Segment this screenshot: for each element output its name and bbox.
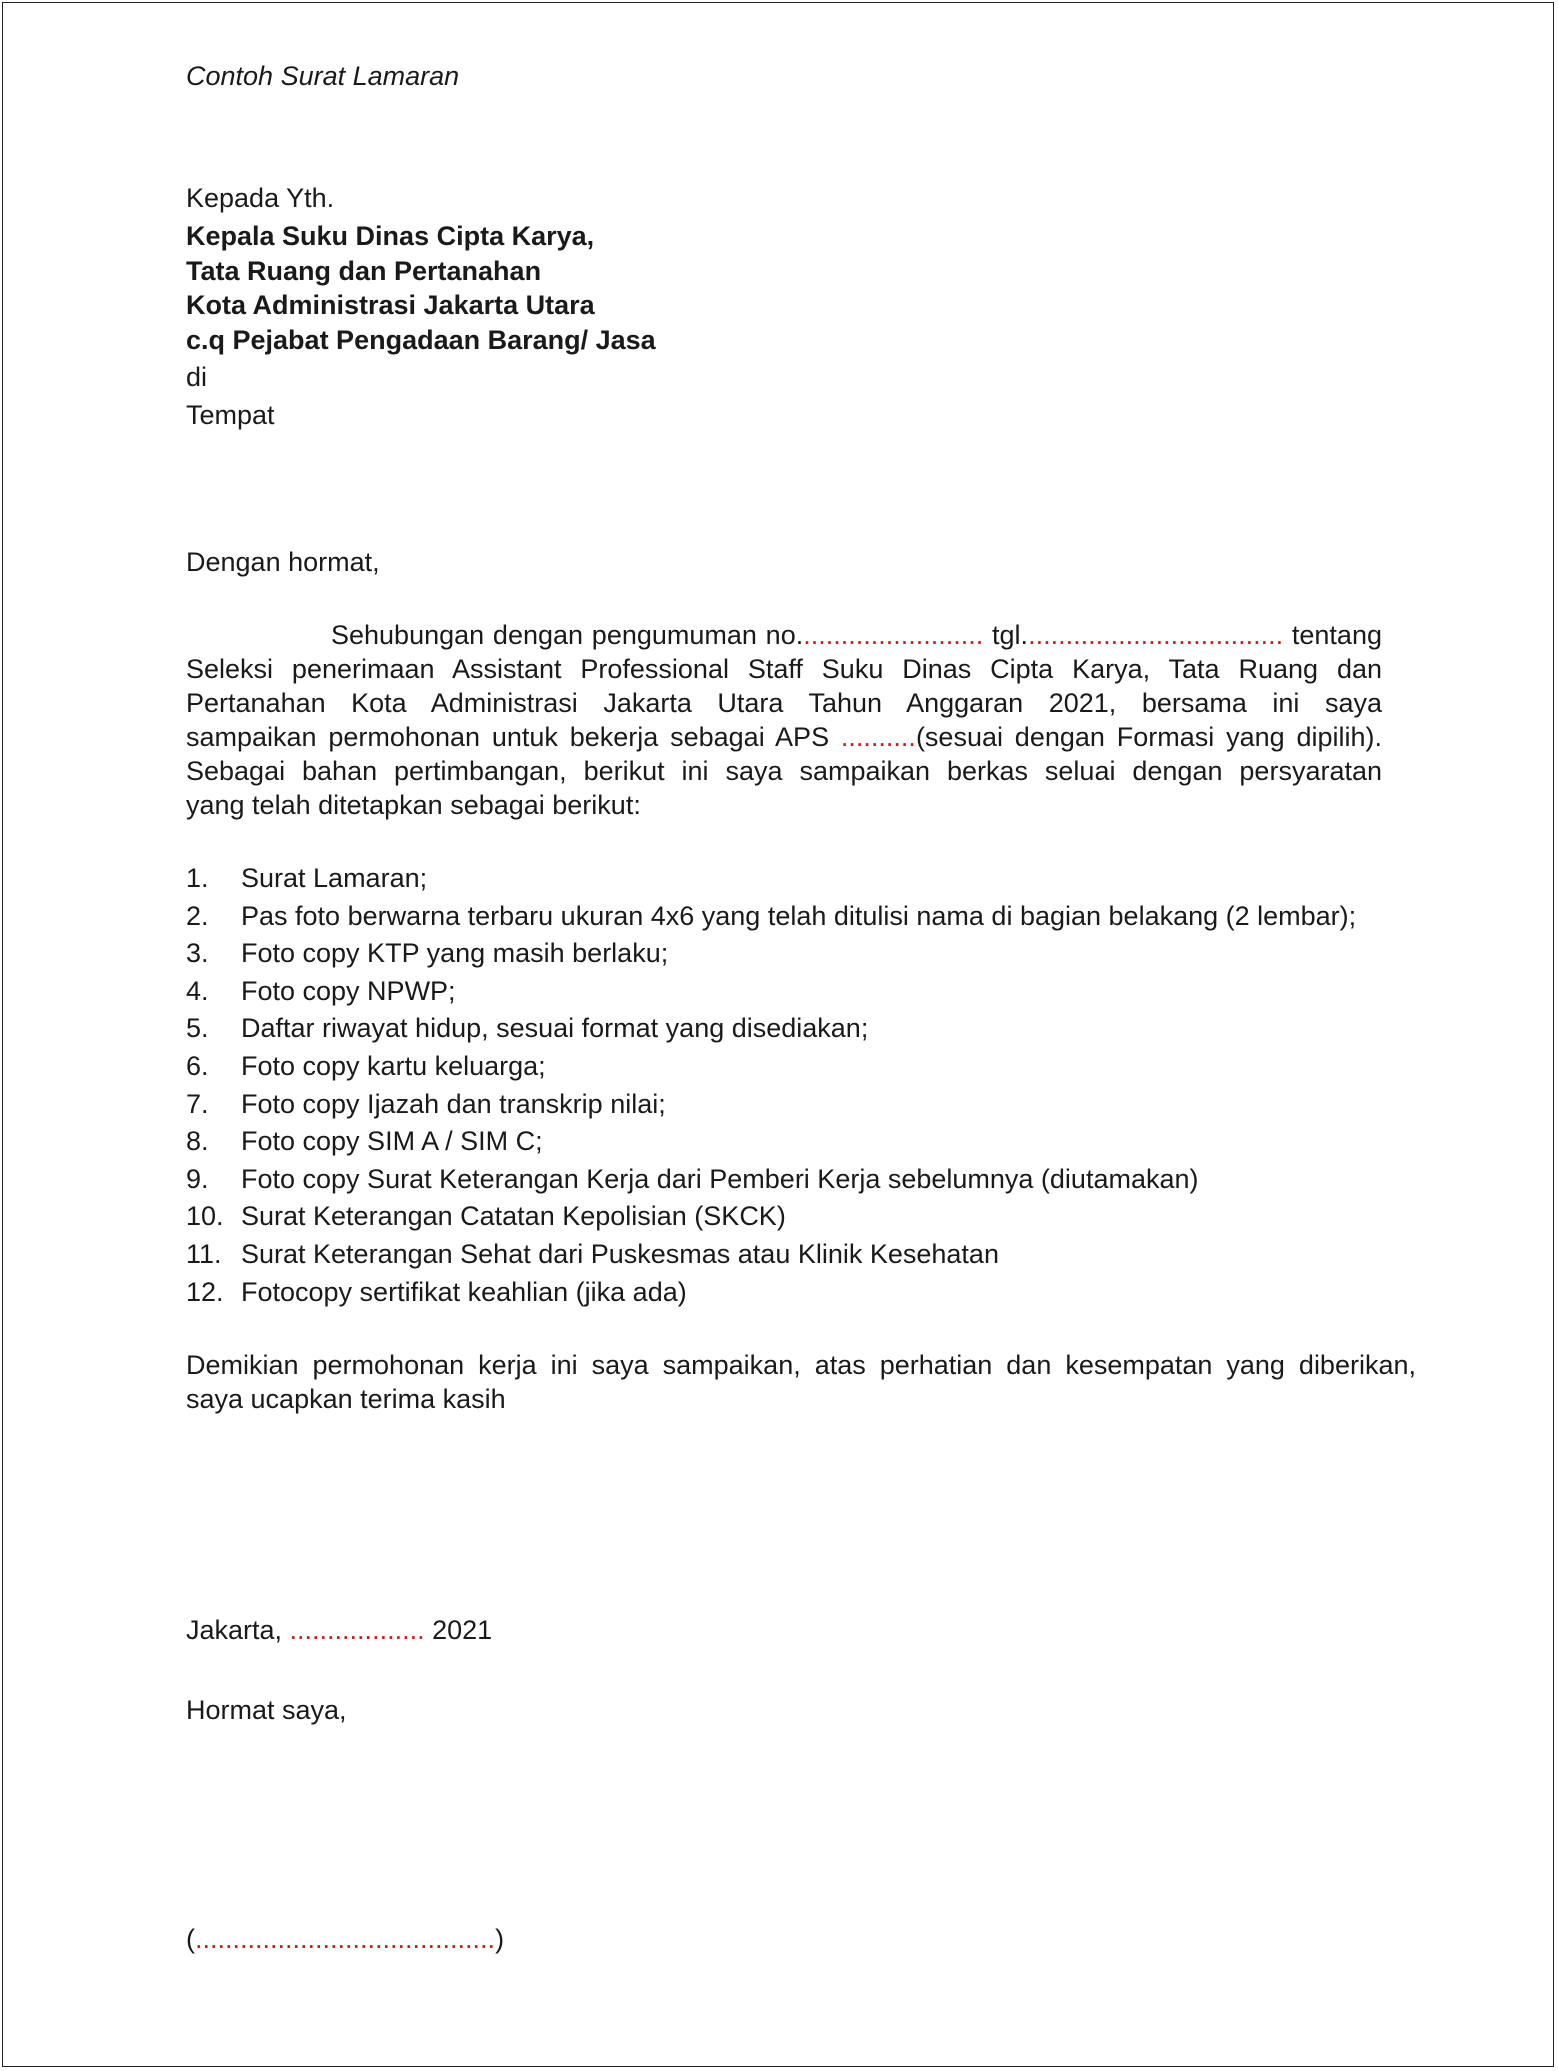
regards: Hormat saya, <box>186 1695 347 1725</box>
list-item: 3. Foto copy KTP yang masih berlaku; <box>186 938 669 969</box>
blank-date: .................. <box>289 1615 425 1645</box>
body-line-4: sampaikan permohonan untuk bekerja sebagai APS ..........(sesuai dengan Formasi yang dipilih). <box>186 722 1382 752</box>
document-title: Contoh Surat Lamaran <box>186 61 460 91</box>
list-item: 12. Fotocopy sertifikat keahlian (jika ada) <box>186 1276 687 1307</box>
closing-paragraph <box>186 1348 1416 1416</box>
body-paragraph <box>186 618 1382 822</box>
list-item: 9. Foto copy Surat Keterangan Kerja dari Pemberi Kerja sebelumnya (diutamakan) <box>186 1163 1199 1194</box>
body-line-2: Seleksi penerimaan Assistant Professional Staff Suku Dinas Cipta Karya, Tata Ruang dan <box>186 654 1382 684</box>
signature-line: (........................................) <box>186 1924 505 1954</box>
list-item: 1. Surat Lamaran; <box>186 863 428 893</box>
body-line-6: yang telah ditetapkan sebagai berikut: <box>186 790 641 820</box>
recipient-salutation: Kepada Yth. <box>186 183 335 213</box>
blank-signature-name: ........................................ <box>195 1924 496 1954</box>
list-item: 7. Foto copy Ijazah dan transkrip nilai; <box>186 1088 666 1119</box>
list-item: 5. Daftar riwayat hidup, sesuai format yang disediakan; <box>186 1013 869 1044</box>
list-item: 11. Surat Keterangan Sehat dari Puskesmas atau Klinik Kesehatan <box>186 1238 999 1269</box>
body-line-1: Sehubungan dengan pengumuman no......................... tgl................................... tentang <box>331 620 1382 650</box>
requirements-list <box>186 860 1486 1311</box>
recipient-line-1: Kepala Suku Dinas Cipta Karya, <box>186 221 595 251</box>
blank-announcement-number: ........................ <box>803 620 984 650</box>
body-line-5: Sebagai bahan pertimbangan, berikut ini saya sampaikan berkas seluai dengan persyaratan <box>186 756 1382 786</box>
recipient-tempat: Tempat <box>186 400 275 430</box>
greeting: Dengan hormat, <box>186 547 380 577</box>
recipient-di: di <box>186 362 208 392</box>
blank-formation: .......... <box>840 722 916 752</box>
recipient-line-4: c.q Pejabat Pengadaan Barang/ Jasa <box>186 325 656 355</box>
list-item: 4. Foto copy NPWP; <box>186 975 456 1006</box>
body-line-3: Pertanahan Kota Administrasi Jakarta Utara Tahun Anggaran 2021, bersama ini saya <box>186 688 1382 718</box>
closing-line-1: Demikian permohonan kerja ini saya sampaikan, atas perhatian dan kesempatan yang diberikan, <box>186 1350 1416 1380</box>
recipient-line-3: Kota Administrasi Jakarta Utara <box>186 290 595 320</box>
list-item: 8. Foto copy SIM A / SIM C; <box>186 1126 543 1157</box>
place-date: Jakarta, .................. 2021 <box>186 1615 493 1645</box>
list-item: 10. Surat Keterangan Catatan Kepolisian (SKCK) <box>186 1201 786 1232</box>
recipient-line-2: Tata Ruang dan Pertanahan <box>186 256 542 286</box>
list-item: 6. Foto copy kartu keluarga; <box>186 1050 546 1081</box>
blank-announcement-date: .................................. <box>1028 620 1284 650</box>
list-item: 2. Pas foto berwarna terbaru ukuran 4x6 yang telah ditulisi nama di bagian belakang (2 lembar); <box>186 900 1357 931</box>
closing-line-2: saya ucapkan terima kasih <box>186 1384 506 1414</box>
